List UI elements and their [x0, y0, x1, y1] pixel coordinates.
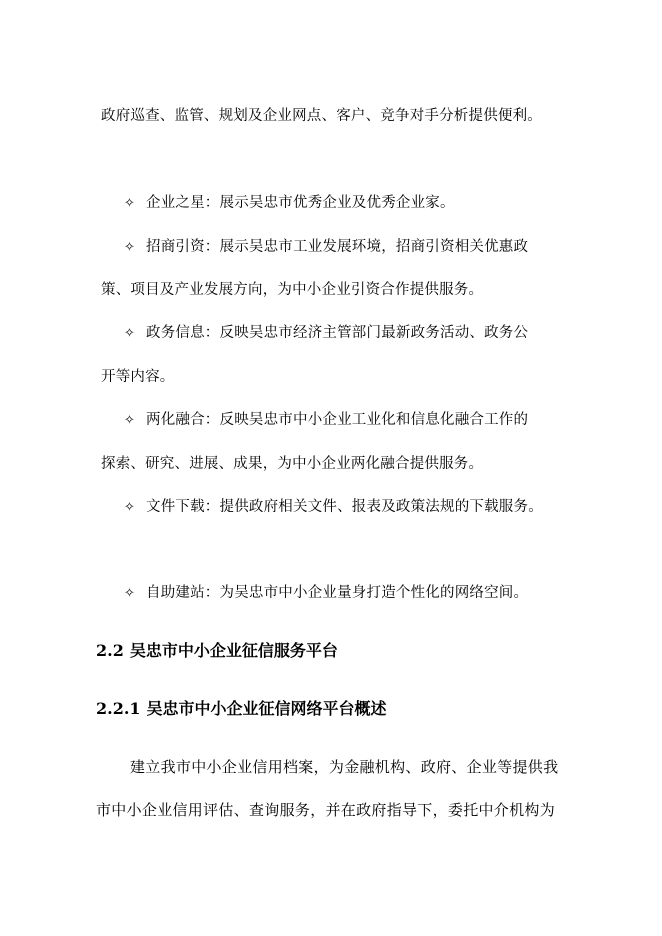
diamond-bullet-icon: ✧ — [124, 326, 136, 341]
diamond-bullet-icon: ✧ — [124, 196, 136, 211]
bullet-item-government-info — [124, 323, 528, 344]
section-heading-2-2 — [96, 640, 338, 662]
diamond-bullet-icon: ✧ — [124, 240, 136, 255]
diamond-bullet-icon: ✧ — [124, 586, 136, 601]
section-number: 2.2.1 — [96, 699, 141, 718]
bullet-text: 文件下载：提供政府相关文件、报表及政策法规的下载服务。 — [146, 499, 543, 515]
section-heading-2-2-1 — [96, 698, 387, 720]
bullet-text: 两化融合：反映吴忠市中小企业工业化和信息化融合工作的 — [146, 412, 529, 428]
section-title: 吴忠市中小企业征信服务平台 — [129, 641, 338, 660]
bullet-item-integration — [124, 410, 528, 431]
bullet-text: 招商引资：展示吴忠市工业发展环境，招商引资相关优惠政 — [146, 239, 529, 255]
diamond-bullet-icon: ✧ — [124, 500, 136, 515]
diamond-bullet-icon: ✧ — [124, 413, 136, 428]
bullet-item-file-download — [124, 497, 543, 518]
bullet-text: 自助建站：为吴忠市中小企业量身打造个性化的网络空间。 — [146, 585, 529, 601]
bullet-continuation: 探索、研究、进展、成果，为中小企业两化融合提供服务。 — [101, 456, 484, 472]
bullet-continuation: 开等内容。 — [101, 369, 175, 385]
section-title: 吴忠市中小企业征信网络平台概述 — [146, 699, 387, 718]
bullet-item-self-build-site — [124, 583, 528, 604]
bullet-continuation: 策、项目及产业发展方向，为中小企业引资合作提供服务。 — [101, 282, 484, 298]
bullet-text: 政务信息：反映吴忠市经济主管部门最新政务活动、政务公 — [146, 325, 529, 341]
text-line-1: 政府巡查、监管、规划及企业网点、客户、竞争对手分析提供便利。 — [101, 108, 542, 124]
bullet-item-investment — [124, 237, 528, 258]
section-number: 2.2 — [96, 641, 124, 660]
bullet-item-enterprise-star — [124, 193, 455, 214]
bullet-text: 企业之星：展示吴忠市优秀企业及优秀企业家。 — [146, 195, 455, 211]
paragraph-line-2: 市中小企业信用评估、查询服务，并在政府指导下，委托中介机构为 — [96, 801, 556, 819]
paragraph-line-1: 建立我市中小企业信用档案，为金融机构、政府、企业等提供我 — [130, 758, 559, 776]
